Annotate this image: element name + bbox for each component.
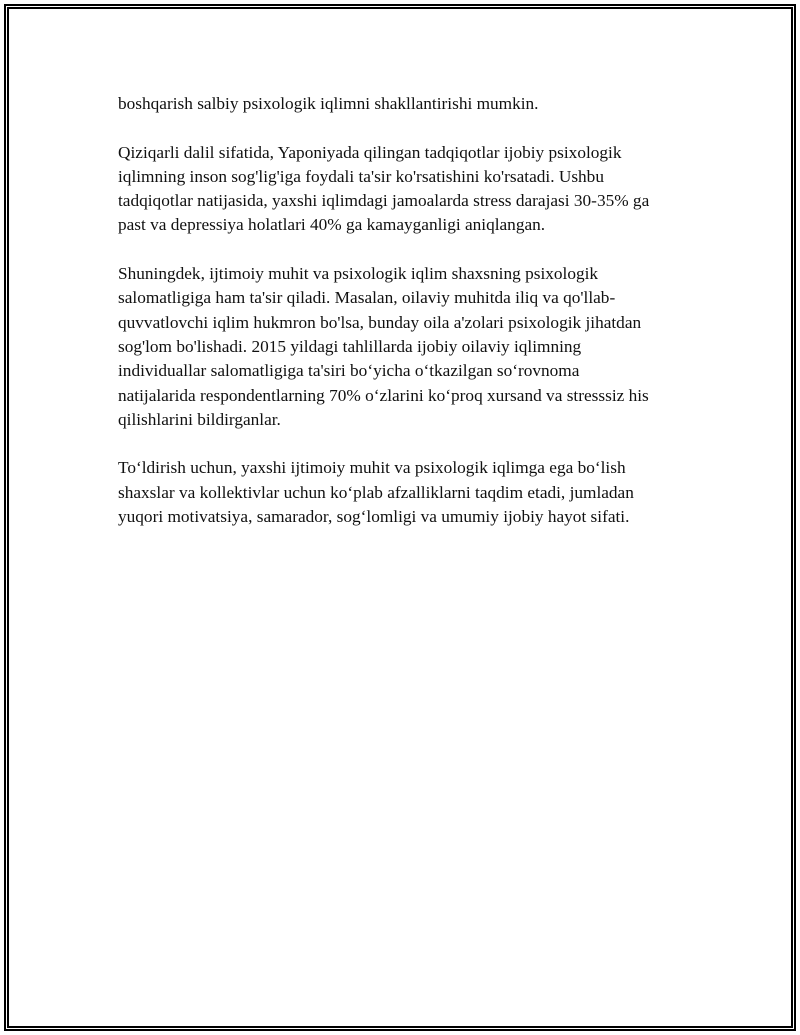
paragraph: boshqarish salbiy psixologik iqlimni shakllantirishi mumkin. bbox=[118, 94, 539, 113]
paragraph: To‘ldirish uchun, yaxshi ijtimoiy muhit va psixologik iqlimga ega bo‘lish shaxslar va kollektivlar uchun ko‘plab afzalliklarni taqdim etadi, jumladan yuqori motivatsiya, samarador, sog‘lomligi va umumiy ijobiy hayot sifati. bbox=[118, 458, 634, 527]
paragraph: Shuningdek, ijtimoiy muhit va psixologik iqlim shaxsning psixologik salomatligiga ham ta'sir qiladi. Masalan, oilaviy muhitda iliq va qo'llab- quvvatlovchi iqlim hukmron bo'lsa, bunday oila a'zolari psixologik jihatdan sog'lom bo'lishadi. 2015 yildagi tahlillarda ijobiy oilaviy iqlimning individuallar salomatligiga ta'siri bo‘yicha o‘tkazilgan so‘rovnoma natijalarida respondentlarning 70% o‘zlarini ko‘proq xursand va stresssiz his qilishlarini bildirganlar. bbox=[118, 264, 649, 429]
paragraph: Qiziqarli dalil sifatida, Yaponiyada qilingan tadqiqotlar ijobiy psixologik iqlimning inson sog'lig'iga foydali ta'sir ko'rsatishini ko'rsatadi. Ushbu tadqiqotlar natijasida, yaxshi iqlimdagi jamoalarda stress darajasi 30-35% ga past va depressiya holatlari 40% ga kamayganligi aniqlangan. bbox=[118, 142, 650, 235]
document-body bbox=[118, 92, 698, 554]
